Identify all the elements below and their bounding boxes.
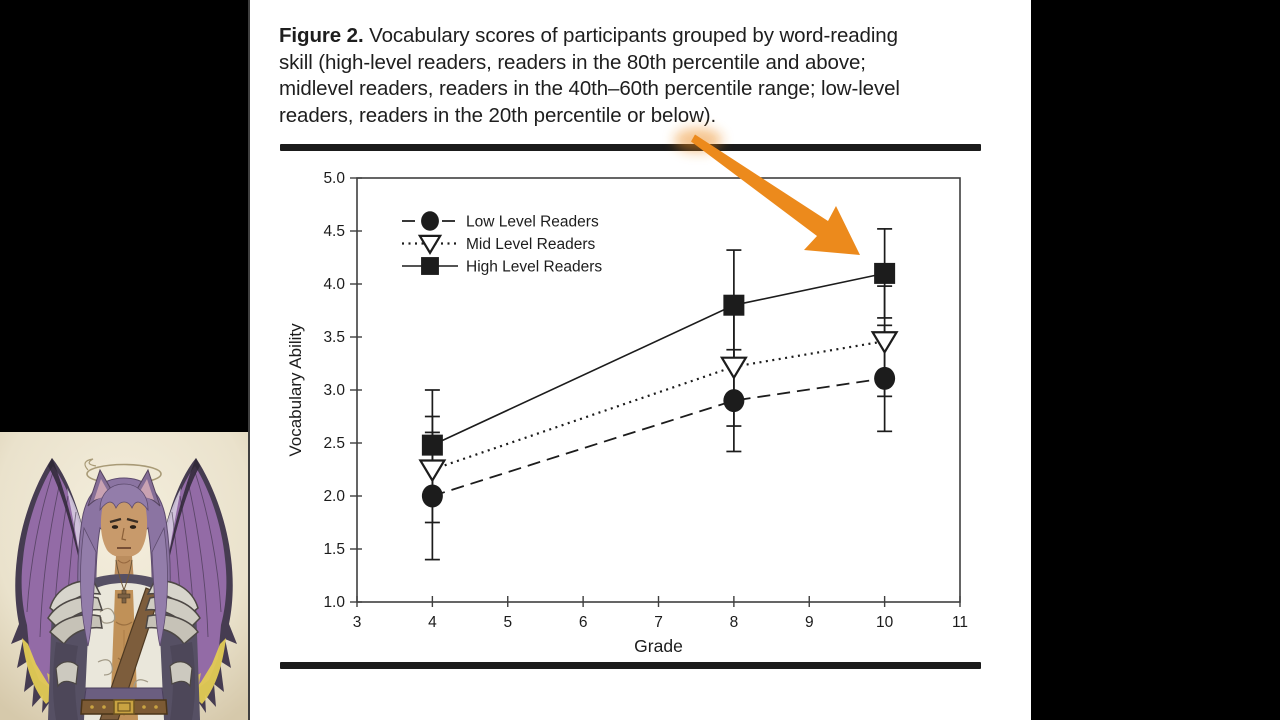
plot-frame	[357, 178, 960, 602]
figure-caption	[279, 23, 900, 129]
face	[101, 498, 147, 558]
x-tick-label: 3	[352, 614, 362, 631]
x-tick-label: 5	[503, 614, 513, 631]
y-tick-label: 1.0	[323, 594, 345, 611]
y-axis-label: Vocabulary Ability	[286, 323, 305, 457]
series-line	[432, 378, 884, 496]
legend-label: Mid Level Readers	[466, 236, 596, 253]
right-arm	[170, 642, 195, 720]
caption-line: Figure 2. Vocabulary scores of participants grouped by word-reading	[279, 24, 898, 47]
series-line	[432, 273, 884, 445]
caption-line: readers, readers in the 20th percentile or below).	[279, 103, 717, 127]
y-tick-label: 3.5	[323, 329, 345, 346]
belt-buckle	[114, 700, 134, 714]
x-tick-label: 9	[804, 614, 814, 631]
y-tick-label: 3.0	[323, 382, 345, 399]
figure-label: Figure 2.	[279, 24, 364, 47]
x-tick-label: 4	[428, 614, 437, 631]
figure-panel	[248, 0, 1031, 720]
left-arm	[53, 642, 78, 720]
legend	[402, 211, 602, 275]
belt	[81, 688, 167, 714]
vocabulary-ability-line-chart	[280, 158, 990, 658]
series-markers-mid-level-readers	[420, 332, 896, 480]
bottom-divider-rule	[280, 662, 981, 669]
series-line	[432, 341, 884, 469]
x-axis-label: Grade	[634, 636, 683, 656]
y-tick-label: 2.5	[323, 435, 345, 452]
caption-line: midlevel readers, readers in the 40th–60th percentile range; low-level	[279, 77, 900, 100]
x-tick-label: 7	[654, 614, 663, 631]
winged-character-artwork	[0, 432, 248, 720]
top-divider-rule	[280, 144, 981, 151]
y-tick-label: 2.0	[323, 488, 345, 505]
y-tick-label: 1.5	[323, 541, 345, 558]
x-tick-label: 11	[951, 614, 969, 631]
y-tick-label: 4.0	[323, 276, 345, 293]
x-tick-label: 10	[876, 614, 894, 631]
legend-label: High Level Readers	[466, 258, 603, 276]
y-tick-label: 5.0	[323, 170, 345, 187]
x-tick-label: 8	[729, 614, 739, 631]
x-tick-label: 6	[578, 614, 588, 631]
series-markers-high-level-readers	[422, 263, 895, 456]
legend-label: Low Level Readers	[466, 213, 599, 231]
y-tick-label: 4.5	[323, 223, 345, 240]
caption-line: skill (high-level readers, readers in the 80th percentile and above;	[279, 50, 866, 74]
